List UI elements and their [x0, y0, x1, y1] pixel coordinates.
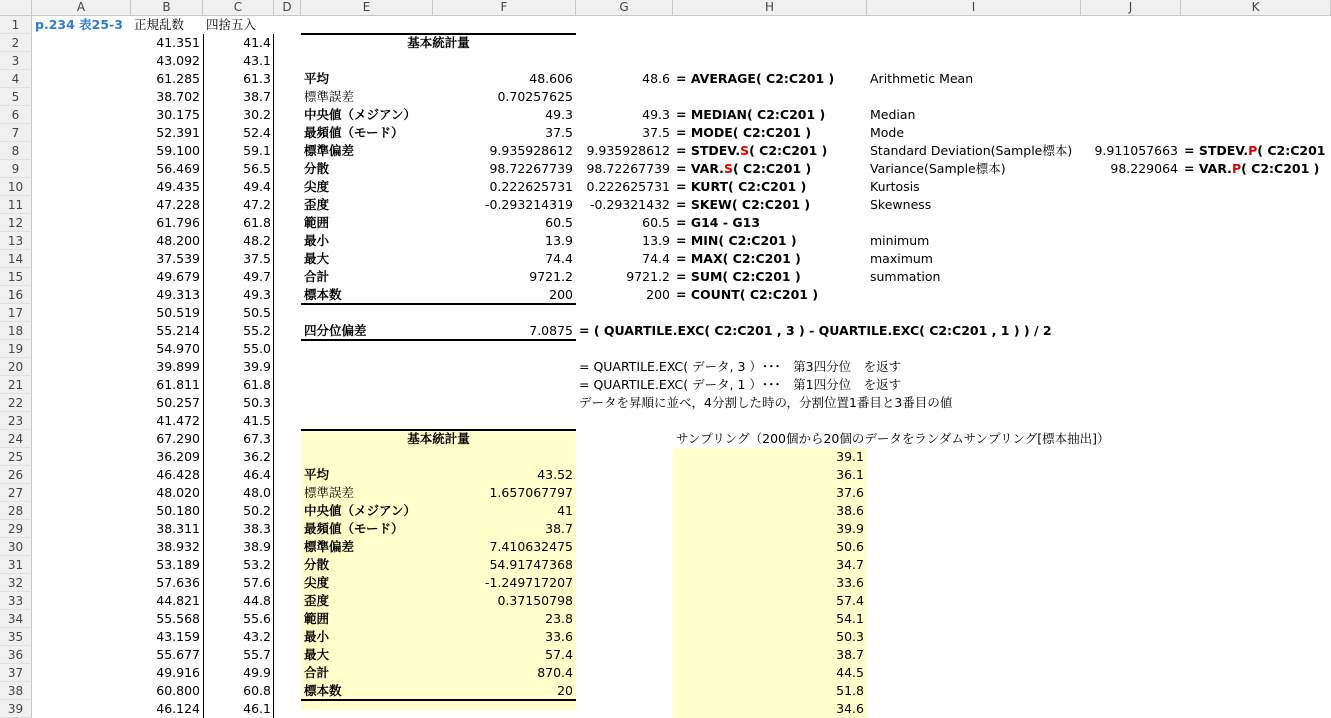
cell-C-value[interactable]: 37.5	[243, 251, 271, 266]
formula-part: = MIN( C2:C201 )	[676, 233, 797, 248]
cell-C1-header[interactable]: 四捨五入	[206, 17, 257, 32]
cell-C-value[interactable]: 41.4	[243, 35, 271, 50]
cell-I-label[interactable]: maximum	[870, 251, 933, 266]
row-header-11[interactable]: 11	[0, 196, 32, 214]
row-header-23[interactable]: 23	[0, 412, 32, 430]
cell-C-value[interactable]: 46.4	[243, 467, 271, 482]
row-header-1[interactable]: 1	[0, 16, 32, 34]
cell-G-value[interactable]: 200	[646, 287, 670, 302]
row-header-7[interactable]: 7	[0, 124, 32, 142]
formula-part: = STDEV.	[676, 143, 741, 158]
stats2-value[interactable]: 0.37150798	[497, 593, 573, 608]
stats2-label[interactable]: 最小	[304, 629, 330, 644]
cell-B-value[interactable]: 44.821	[156, 593, 200, 608]
stats2-label[interactable]: 歪度	[304, 593, 330, 608]
stats2-top-border	[301, 429, 576, 431]
formula-part: = STDEV.	[1184, 143, 1249, 158]
formula-part: = VAR.	[676, 161, 724, 176]
column-header-G[interactable]: G	[576, 0, 673, 16]
stats1-value[interactable]: 9721.2	[529, 269, 573, 284]
cell-C-value[interactable]: 50.3	[243, 395, 271, 410]
cell-B-value[interactable]: 46.428	[156, 467, 200, 482]
cell-C-value[interactable]: 38.9	[243, 539, 271, 554]
cell-B-value[interactable]: 50.257	[156, 395, 200, 410]
cell-I-label[interactable]: Kurtosis	[870, 179, 920, 194]
cell-B-value[interactable]: 60.800	[156, 683, 200, 698]
cell-B-value[interactable]: 50.519	[156, 305, 200, 320]
formula-text[interactable]	[673, 142, 867, 160]
cell-C-value[interactable]: 43.1	[243, 53, 271, 68]
cell-B-value[interactable]: 49.916	[156, 665, 200, 680]
stats1-label[interactable]: 最頻値（モード）	[304, 125, 404, 140]
formula-part: = VAR.	[1184, 161, 1232, 176]
row-header-32[interactable]: 32	[0, 574, 32, 592]
stats1-value[interactable]: -0.293214319	[484, 197, 573, 212]
cell-I-label[interactable]: Mode	[870, 125, 905, 140]
stats2-value[interactable]: 54.91747368	[489, 557, 573, 572]
row-header-14[interactable]: 14	[0, 250, 32, 268]
cell-C-value[interactable]: 55.6	[243, 611, 271, 626]
cell-B-value[interactable]: 37.539	[156, 251, 200, 266]
quartile-deviation-label[interactable]: 四分位偏差	[304, 323, 367, 338]
stats2-label[interactable]: 標準誤差	[304, 485, 355, 500]
cell-G-value[interactable]: 74.4	[642, 251, 670, 266]
cell-G-value[interactable]: 48.6	[642, 71, 670, 86]
stats2-label[interactable]: 最頻値（モード）	[304, 521, 404, 536]
row-header-15[interactable]: 15	[0, 268, 32, 286]
cell-B-value[interactable]: 54.970	[156, 341, 200, 356]
stats1-label[interactable]: 平均	[304, 71, 330, 86]
formula-part: = SKEW( C2:C201 )	[676, 197, 811, 212]
cell-B-value[interactable]: 61.285	[156, 71, 200, 86]
cell-B-value[interactable]: 43.092	[156, 53, 200, 68]
cell-G-value[interactable]: -0.29321432	[589, 197, 670, 212]
cell-B-value[interactable]: 30.175	[156, 107, 200, 122]
formula-highlight: S	[723, 161, 733, 176]
column-header-K[interactable]: K	[1181, 0, 1331, 16]
cell-B-value[interactable]: 61.796	[156, 215, 200, 230]
stats1-label[interactable]: 分散	[304, 161, 330, 176]
cell-G-value[interactable]: 37.5	[642, 125, 670, 140]
formula-highlight: P	[1248, 143, 1258, 158]
cell-C-value[interactable]: 52.4	[243, 125, 271, 140]
stats1-label[interactable]: 標準偏差	[304, 143, 355, 158]
sampling-value[interactable]: 36.1	[836, 467, 864, 482]
formula-text-K8[interactable]	[1181, 142, 1331, 160]
stats2-value[interactable]: 57.4	[545, 647, 573, 662]
cell-C-value[interactable]: 48.2	[243, 233, 271, 248]
cell-G-value[interactable]: 9.935928612	[586, 143, 670, 158]
cell-C-value[interactable]: 49.9	[243, 665, 271, 680]
cell-C-value[interactable]: 38.7	[243, 89, 271, 104]
formula-part: = COUNT( C2:C201 )	[676, 287, 819, 302]
stats2-value[interactable]: 870.4	[537, 665, 573, 680]
stats1-value[interactable]: 13.9	[545, 233, 573, 248]
select-all-corner[interactable]	[0, 0, 32, 16]
row-header-9[interactable]: 9	[0, 160, 32, 178]
cell-C-value[interactable]: 43.2	[243, 629, 271, 644]
formula-part: = MEDIAN( C2:C201 )	[676, 107, 826, 122]
stats1-value[interactable]: 74.4	[545, 251, 573, 266]
cell-C-value[interactable]: 38.3	[243, 521, 271, 536]
formula-text[interactable]	[673, 70, 867, 88]
cell-B-value[interactable]: 56.469	[156, 161, 200, 176]
stats2-label[interactable]: 標準偏差	[304, 539, 355, 554]
row-header-28[interactable]: 28	[0, 502, 32, 520]
cell-B-value[interactable]: 38.311	[156, 521, 200, 536]
cell-G-value[interactable]: 60.5	[642, 215, 670, 230]
row-header-37[interactable]: 37	[0, 664, 32, 682]
stats1-label[interactable]: 合計	[304, 269, 330, 284]
stats2-value[interactable]: 7.410632475	[489, 539, 573, 554]
row-header-35[interactable]: 35	[0, 628, 32, 646]
cell-I-label[interactable]: minimum	[870, 233, 930, 248]
cell-C-value[interactable]: 49.3	[243, 287, 271, 302]
cell-G-value[interactable]: 13.9	[642, 233, 670, 248]
stats1-label[interactable]: 中央値（メジアン）	[304, 107, 417, 122]
row-header-25[interactable]: 25	[0, 448, 32, 466]
cell-I-label[interactable]: Variance(Sample標本)	[870, 161, 1006, 176]
cell-C-value[interactable]: 60.8	[243, 683, 271, 698]
row-header-5[interactable]: 5	[0, 88, 32, 106]
cell-C-value[interactable]: 55.7	[243, 647, 271, 662]
row-header-34[interactable]: 34	[0, 610, 32, 628]
formula-part: = KURT( C2:C201 )	[676, 179, 807, 194]
formula-text-K9[interactable]	[1181, 160, 1331, 178]
stats1-label[interactable]: 範囲	[304, 215, 330, 230]
column-header-J[interactable]: J	[1081, 0, 1181, 16]
row-header-10[interactable]: 10	[0, 178, 32, 196]
row-header-26[interactable]: 26	[0, 466, 32, 484]
column-c-right-border	[273, 34, 274, 718]
stats2-label[interactable]: 合計	[304, 665, 330, 680]
stats1-value[interactable]: 60.5	[545, 215, 573, 230]
cell-B-value[interactable]: 47.228	[156, 197, 200, 212]
stats1-label[interactable]: 尖度	[304, 179, 330, 194]
stats1-value[interactable]: 48.606	[529, 71, 573, 86]
cell-B-value[interactable]: 41.472	[156, 413, 200, 428]
cell-I-label[interactable]: Arithmetic Mean	[870, 71, 974, 86]
cell-C-value[interactable]: 50.2	[243, 503, 271, 518]
row-header-33[interactable]: 33	[0, 592, 32, 610]
cell-B-value[interactable]: 43.159	[156, 629, 200, 644]
row-header-6[interactable]: 6	[0, 106, 32, 124]
cell-A1-title[interactable]: p.234 表25-3	[35, 17, 123, 32]
stats2-value[interactable]: 33.6	[545, 629, 573, 644]
stats2-value[interactable]: 23.8	[545, 611, 573, 626]
column-header-E[interactable]: E	[301, 0, 433, 16]
stats2-label[interactable]: 分散	[304, 557, 330, 572]
stats2-value[interactable]: 1.657067797	[489, 485, 573, 500]
cell-J8[interactable]: 9.911057663	[1094, 143, 1178, 158]
sampling-value[interactable]: 33.6	[836, 575, 864, 590]
column-c-left-border	[203, 34, 204, 718]
formula-part: = AVERAGE( C2:C201 )	[676, 71, 835, 86]
cell-C-value[interactable]: 61.8	[243, 377, 271, 392]
formula-part: = SUM( C2:C201 )	[676, 269, 801, 284]
cell-B-value[interactable]: 52.391	[156, 125, 200, 140]
row-header-36[interactable]: 36	[0, 646, 32, 664]
formula-text[interactable]	[673, 196, 867, 214]
sampling-value[interactable]: 51.8	[836, 683, 864, 698]
cell-G-value[interactable]: 49.3	[642, 107, 670, 122]
stats1-label[interactable]: 最小	[304, 233, 330, 248]
row-header-13[interactable]: 13	[0, 232, 32, 250]
sampling-value[interactable]: 38.7	[836, 647, 864, 662]
stats2-label[interactable]: 平均	[304, 467, 330, 482]
stats1-value[interactable]: 9.935928612	[489, 143, 573, 158]
sampling-value[interactable]: 34.6	[836, 701, 864, 716]
stats1-value[interactable]: 37.5	[545, 125, 573, 140]
stats2-title[interactable]: 基本統計量	[407, 431, 470, 446]
quartile-bottom-border	[301, 339, 576, 341]
cell-C-value[interactable]: 36.2	[243, 449, 271, 464]
note-row21[interactable]: = QUARTILE.EXC( データ, 1 ）･･･ 第1四分位 を返す	[579, 377, 902, 392]
cell-C-value[interactable]: 56.5	[243, 161, 271, 176]
formula-text[interactable]	[673, 232, 867, 250]
formula-text[interactable]	[673, 214, 867, 232]
formula-part: = G14 - G13	[676, 215, 761, 230]
cell-B-value[interactable]: 57.636	[156, 575, 200, 590]
stats2-value[interactable]: -1.249717207	[484, 575, 573, 590]
stats2-label[interactable]: 標本数	[304, 683, 342, 698]
stats1-label[interactable]: 歪度	[304, 197, 330, 212]
row-header-19[interactable]: 19	[0, 340, 32, 358]
cell-G-value[interactable]: 0.222625731	[586, 179, 670, 194]
formula-text[interactable]	[673, 268, 867, 286]
formula-text[interactable]	[673, 106, 867, 124]
cell-C-value[interactable]: 41.5	[243, 413, 271, 428]
sampling-value[interactable]: 44.5	[836, 665, 864, 680]
column-header-A[interactable]: A	[32, 0, 131, 16]
stats1-value[interactable]: 200	[549, 287, 573, 302]
column-header-B[interactable]: B	[131, 0, 203, 16]
cell-C-value[interactable]: 55.0	[243, 341, 271, 356]
cell-C-value[interactable]: 61.3	[243, 71, 271, 86]
cell-B-value[interactable]: 48.200	[156, 233, 200, 248]
cell-B-value[interactable]: 67.290	[156, 431, 200, 446]
stats2-bottom-border	[301, 699, 576, 701]
cell-B-value[interactable]: 46.124	[156, 701, 200, 716]
cell-I-label[interactable]: Standard Deviation(Sample標本)	[870, 143, 1073, 158]
row-header-18[interactable]: 18	[0, 322, 32, 340]
cell-C-value[interactable]: 50.5	[243, 305, 271, 320]
row-header-27[interactable]: 27	[0, 484, 32, 502]
cell-B-value[interactable]: 48.020	[156, 485, 200, 500]
formula-part: ( C2:C201 )	[749, 143, 828, 158]
column-header-D[interactable]: D	[274, 0, 301, 16]
row-header-17[interactable]: 17	[0, 304, 32, 322]
cell-B-value[interactable]: 39.899	[156, 359, 200, 374]
cell-B-value[interactable]: 61.811	[156, 377, 200, 392]
sampling-value[interactable]: 38.6	[836, 503, 864, 518]
row-header-16[interactable]: 16	[0, 286, 32, 304]
stats1-top-border	[301, 33, 576, 35]
cell-B-value[interactable]: 49.313	[156, 287, 200, 302]
column-header-H[interactable]: H	[673, 0, 867, 16]
quartile-deviation-value[interactable]: 7.0875	[529, 323, 573, 338]
row-header-38[interactable]: 38	[0, 682, 32, 700]
sampling-value[interactable]: 39.1	[836, 449, 864, 464]
formula-part: ( C2:C201 )	[732, 161, 812, 176]
sampling-value[interactable]: 37.6	[836, 485, 864, 500]
cell-B-value[interactable]: 38.702	[156, 89, 200, 104]
cell-C-value[interactable]: 61.8	[243, 215, 271, 230]
row-header-12[interactable]: 12	[0, 214, 32, 232]
row-header-20[interactable]: 20	[0, 358, 32, 376]
cell-I-label[interactable]: Skewness	[870, 197, 932, 212]
sampling-value[interactable]: 50.3	[836, 629, 864, 644]
formula-text[interactable]	[673, 124, 867, 142]
formula-text[interactable]	[673, 286, 867, 304]
cell-C-value[interactable]: 53.2	[243, 557, 271, 572]
quartile-formula[interactable]: = ( QUARTILE.EXC( C2:C201 , 3 ) - QUARTILE.EXC( C2:C201 , 1 ) ) / 2	[579, 323, 1052, 338]
stats2-value[interactable]: 43.52	[537, 467, 573, 482]
stats1-label[interactable]: 標本数	[304, 287, 342, 302]
row-header-4[interactable]: 4	[0, 70, 32, 88]
column-header-I[interactable]: I	[867, 0, 1081, 16]
cell-C-value[interactable]: 59.1	[243, 143, 271, 158]
formula-text[interactable]	[673, 160, 867, 178]
cell-B-value[interactable]: 50.180	[156, 503, 200, 518]
row-header-29[interactable]: 29	[0, 520, 32, 538]
row-header-8[interactable]: 8	[0, 142, 32, 160]
cell-C-value[interactable]: 57.6	[243, 575, 271, 590]
stats2-value[interactable]: 41	[557, 503, 573, 518]
cell-B-value[interactable]: 49.435	[156, 179, 200, 194]
stats1-value[interactable]: 98.72267739	[489, 161, 573, 176]
formula-part: ( C2:C201	[1257, 143, 1326, 158]
note-row22[interactable]: データを昇順に並べ，4分割した時の，分割位置1番目と3番目の値	[579, 395, 953, 410]
stats2-label[interactable]: 中央値（メジアン）	[304, 503, 417, 518]
formula-text[interactable]	[673, 250, 867, 268]
sampling-value[interactable]: 39.9	[836, 521, 864, 536]
cell-B-value[interactable]: 38.932	[156, 539, 200, 554]
cell-G-value[interactable]: 98.72267739	[586, 161, 670, 176]
cell-C-value[interactable]: 49.4	[243, 179, 271, 194]
row-header-30[interactable]: 30	[0, 538, 32, 556]
cell-B-value[interactable]: 55.214	[156, 323, 200, 338]
row-header-31[interactable]: 31	[0, 556, 32, 574]
column-header-F[interactable]: F	[433, 0, 576, 16]
sampling-value[interactable]: 57.4	[836, 593, 864, 608]
cell-I-label[interactable]: summation	[870, 269, 941, 284]
row-header-3[interactable]: 3	[0, 52, 32, 70]
stats2-label[interactable]: 尖度	[304, 575, 330, 590]
sampling-value[interactable]: 54.1	[836, 611, 864, 626]
stats1-bottom-border	[301, 303, 576, 305]
cell-C-value[interactable]: 67.3	[243, 431, 271, 446]
stats1-label[interactable]: 標準誤差	[304, 89, 355, 104]
cell-B-value[interactable]: 36.209	[156, 449, 200, 464]
row-header-2[interactable]: 2	[0, 34, 32, 52]
row-header-39[interactable]: 39	[0, 700, 32, 718]
stats2-label[interactable]: 最大	[304, 647, 330, 662]
cell-C-value[interactable]: 30.2	[243, 107, 271, 122]
cell-C-value[interactable]: 55.2	[243, 323, 271, 338]
cell-B-value[interactable]: 49.679	[156, 269, 200, 284]
stats2-label[interactable]: 範囲	[304, 611, 330, 626]
stats1-value[interactable]: 49.3	[545, 107, 573, 122]
cell-B-value[interactable]: 59.100	[156, 143, 200, 158]
sampling-value[interactable]: 34.7	[836, 557, 864, 572]
row-header-24[interactable]: 24	[0, 430, 32, 448]
cell-C-value[interactable]: 39.9	[243, 359, 271, 374]
cell-J9[interactable]: 98.229064	[1110, 161, 1178, 176]
formula-highlight: P	[1231, 161, 1242, 176]
cell-C-value[interactable]: 49.7	[243, 269, 271, 284]
cell-B-value[interactable]: 55.677	[156, 647, 200, 662]
formula-highlight: S	[740, 143, 750, 158]
cell-B-value[interactable]: 41.351	[156, 35, 200, 50]
formula-part: ( C2:C201 )	[1241, 161, 1320, 176]
stats1-value[interactable]: 0.222625731	[489, 179, 573, 194]
cell-B-value[interactable]: 53.189	[156, 557, 200, 572]
stats2-value[interactable]: 38.7	[545, 521, 573, 536]
formula-part: = MAX( C2:C201 )	[676, 251, 801, 266]
sampling-value[interactable]: 50.6	[836, 539, 864, 554]
cell-B1-header[interactable]: 正規乱数	[134, 17, 185, 32]
formula-text[interactable]	[673, 178, 867, 196]
cell-C-value[interactable]: 48.0	[243, 485, 271, 500]
stats1-value[interactable]: 0.70257625	[497, 89, 573, 104]
column-header-C[interactable]: C	[203, 0, 274, 16]
cell-C-value[interactable]: 46.1	[243, 701, 271, 716]
stats1-title[interactable]: 基本統計量	[407, 35, 470, 50]
cell-C-value[interactable]: 44.8	[243, 593, 271, 608]
note-row20[interactable]: = QUARTILE.EXC( データ, 3 ）･･･ 第3四分位 を返す	[579, 359, 902, 374]
stats1-label[interactable]: 最大	[304, 251, 330, 266]
sampling-title[interactable]: サンプリング（200個から20個のデータをランダムサンプリング[標本抽出]）	[676, 431, 1110, 446]
cell-G-value[interactable]: 9721.2	[626, 269, 670, 284]
row-header-21[interactable]: 21	[0, 376, 32, 394]
cell-B-value[interactable]: 55.568	[156, 611, 200, 626]
stats2-value[interactable]: 20	[557, 683, 573, 698]
row-header-22[interactable]: 22	[0, 394, 32, 412]
formula-part: = MODE( C2:C201 )	[676, 125, 812, 140]
cell-I-label[interactable]: Median	[870, 107, 916, 122]
cell-C-value[interactable]: 47.2	[243, 197, 271, 212]
